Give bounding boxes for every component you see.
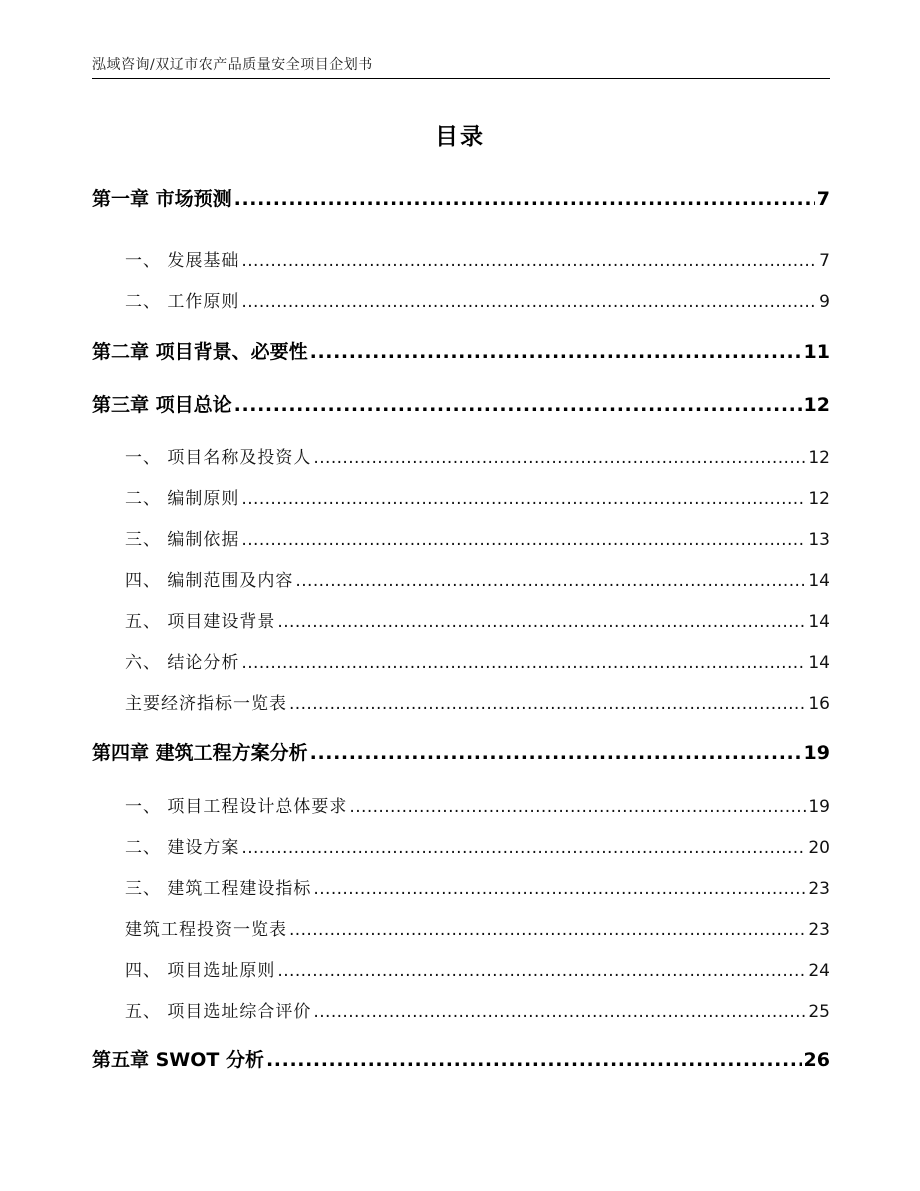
toc-dot-leader [310, 341, 802, 363]
toc-entry-section[interactable] [125, 287, 830, 312]
toc-entry-section[interactable] [125, 792, 830, 817]
toc-entry-label: 第四章 建筑工程方案分析 [92, 742, 308, 764]
toc-entry-section[interactable] [125, 443, 830, 468]
toc-entry-label: 主要经济指标一览表 [125, 694, 287, 714]
toc-entry-section[interactable] [125, 997, 830, 1022]
toc-entry-chapter-4[interactable] [92, 738, 830, 765]
toc-page-number: 23 [808, 879, 830, 899]
toc-entry-label: 建筑工程投资一览表 [125, 920, 287, 940]
toc-entry-label: 三、 编制依据 [125, 530, 240, 550]
toc-dot-leader [295, 571, 806, 591]
toc-entry-section[interactable] [125, 246, 830, 271]
toc-page-number: 12 [808, 489, 830, 509]
toc-dot-leader [277, 961, 806, 981]
toc-entry-chapter-5[interactable] [92, 1045, 830, 1072]
toc-page-number: 19 [808, 797, 830, 817]
toc-entry-section[interactable] [125, 833, 830, 858]
toc-page-number: 26 [803, 1049, 830, 1071]
toc-entry-label: 六、 结论分析 [125, 653, 240, 673]
toc-page-number: 14 [808, 653, 830, 673]
toc-page-number: 12 [803, 394, 830, 416]
toc-page-number: 12 [808, 448, 830, 468]
toc-page-number: 19 [803, 742, 830, 764]
toc-dot-leader [241, 489, 806, 509]
toc-page-number: 14 [808, 571, 830, 591]
toc-page-number: 13 [808, 530, 830, 550]
toc-dot-leader [289, 920, 806, 940]
toc-entry-section[interactable] [125, 956, 830, 981]
toc-dot-leader [266, 1049, 802, 1071]
toc-entry-label: 五、 项目选址综合评价 [125, 1002, 312, 1022]
toc-dot-leader [234, 394, 802, 416]
toc-dot-leader [310, 742, 802, 764]
toc-entry-section[interactable] [125, 915, 830, 940]
toc-page-number: 16 [808, 694, 830, 714]
toc-entry-label: 第三章 项目总论 [92, 394, 232, 416]
toc-entry-section[interactable] [125, 689, 830, 714]
toc-entry-section[interactable] [125, 484, 830, 509]
toc-entry-section[interactable] [125, 566, 830, 591]
toc-dot-leader [241, 292, 817, 312]
toc-dot-leader [313, 1002, 806, 1022]
toc-entry-label: 一、 项目名称及投资人 [125, 448, 312, 468]
toc-dot-leader [241, 530, 806, 550]
toc-dot-leader [241, 838, 806, 858]
header-divider [92, 78, 830, 79]
toc-entry-label: 一、 项目工程设计总体要求 [125, 797, 348, 817]
toc-entry-label: 四、 项目选址原则 [125, 961, 276, 981]
toc-entry-section[interactable] [125, 874, 830, 899]
toc-dot-leader [313, 448, 806, 468]
toc-entry-label: 三、 建筑工程建设指标 [125, 879, 312, 899]
running-header: 泓域咨询/双辽市农产品质量安全项目企划书 [92, 57, 373, 73]
toc-entry-section[interactable] [125, 648, 830, 673]
toc-entry-label: 二、 工作原则 [125, 292, 240, 312]
toc-entry-chapter-1[interactable] [92, 184, 830, 211]
toc-entry-label: 一、 发展基础 [125, 251, 240, 271]
toc-page-number: 7 [819, 251, 830, 271]
toc-title: 目录 [435, 124, 485, 150]
toc-dot-leader [241, 251, 817, 271]
toc-entry-chapter-3[interactable] [92, 390, 830, 417]
toc-page-number: 11 [803, 341, 830, 363]
toc-page-number: 14 [808, 612, 830, 632]
toc-page-number: 23 [808, 920, 830, 940]
toc-entry-label: 二、 编制原则 [125, 489, 240, 509]
toc-entry-label: 第五章 SWOT 分析 [92, 1049, 264, 1071]
toc-dot-leader [241, 653, 806, 673]
toc-entry-label: 第二章 项目背景、必要性 [92, 341, 308, 363]
toc-dot-leader [349, 797, 806, 817]
toc-page-number: 7 [816, 188, 830, 210]
toc-page-number: 25 [808, 1002, 830, 1022]
toc-entry-label: 第一章 市场预测 [92, 188, 232, 210]
toc-page-number: 9 [819, 292, 830, 312]
toc-entry-chapter-2[interactable] [92, 337, 830, 364]
toc-dot-leader [289, 694, 806, 714]
toc-entry-label: 四、 编制范围及内容 [125, 571, 294, 591]
toc-entry-section[interactable] [125, 525, 830, 550]
toc-entry-section[interactable] [125, 607, 830, 632]
toc-entry-label: 五、 项目建设背景 [125, 612, 276, 632]
toc-dot-leader [277, 612, 806, 632]
toc-dot-leader [313, 879, 806, 899]
toc-dot-leader [234, 188, 815, 210]
toc-page-number: 24 [808, 961, 830, 981]
toc-page-number: 20 [808, 838, 830, 858]
toc-entry-label: 二、 建设方案 [125, 838, 240, 858]
